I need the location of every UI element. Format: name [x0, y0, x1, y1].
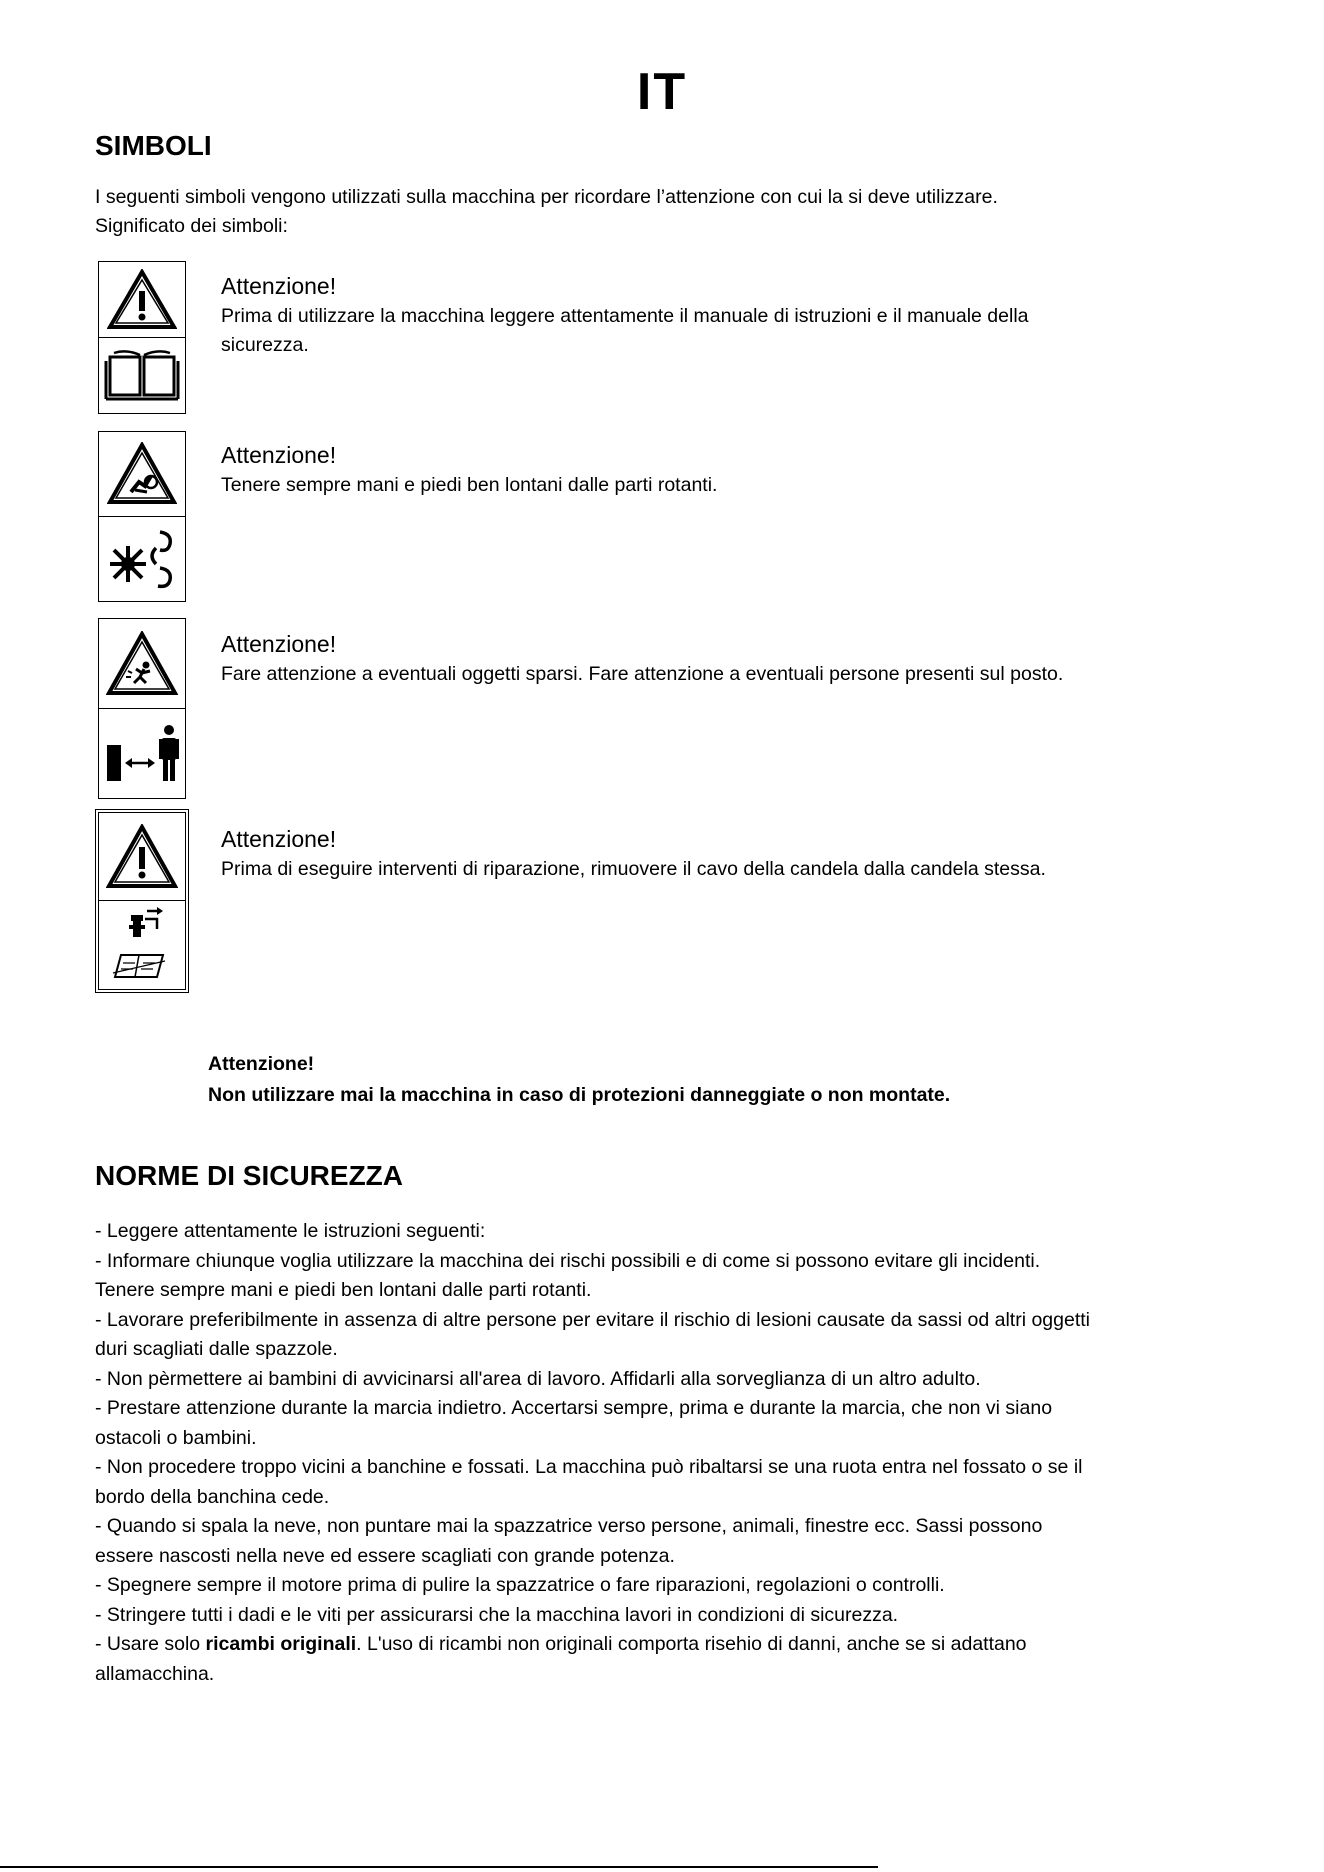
- open-book-icon: [99, 338, 185, 412]
- symbol-3-text: [221, 630, 1221, 689]
- safety-line: Tenere sempre mani e piedi ben lontani dalle parti rotanti.: [95, 1279, 592, 1301]
- spark-plug-manual-icon: [99, 901, 185, 989]
- safety-line: - Informare chiunque voglia utilizzare la macchina dei rischi possibili e di come si possono evitare gli incidenti.: [95, 1249, 1041, 1272]
- original-parts-prefix: - Usare solo: [95, 1633, 206, 1655]
- original-parts-bold: ricambi originali: [205, 1633, 357, 1655]
- footer-rule: [0, 1866, 878, 1868]
- symbol-box-2: [98, 431, 186, 602]
- safety-line: duri scagliati dalle spazzole.: [95, 1338, 338, 1360]
- safety-line: - Quando si spala la neve, non puntare mai la spazzatrice verso persone, animali, finestre ecc. Sassi possono: [95, 1515, 1043, 1537]
- safety-line: - Lavorare preferibilmente in assenza di altre persone per evitare il rischio di lesioni causate da sassi od altri oggetti: [95, 1308, 1091, 1331]
- warning-note: [208, 1049, 950, 1111]
- symbol-3-line1: Fare attenzione a eventuali oggetti sparsi. Fare attenzione a eventuali persone presenti sul posto.: [221, 662, 1064, 685]
- warning-triangle-icon: [99, 262, 185, 338]
- safety-title: NORME DI SICUREZZA: [95, 1160, 403, 1191]
- symbol-4-text: [221, 825, 1221, 884]
- keep-distance-person-icon: [99, 709, 185, 798]
- safety-line: - Stringere tutti i dadi e le viti per assicurarsi che la macchina lavori in condizioni di sicurezza.: [95, 1603, 899, 1626]
- warning-triangle-icon: [99, 813, 185, 901]
- language-code: IT: [636, 63, 688, 121]
- symbol-1-line2: sicurezza.: [221, 334, 309, 356]
- safety-line: allamacchina.: [95, 1662, 215, 1685]
- safety-line: - Non pèrmettere ai bambini di avvicinarsi all'area di lavoro. Affidarli alla sorveglianza di un altro adulto.: [95, 1367, 981, 1390]
- symbol-2-line1: Tenere sempre mani e piedi ben lontani dalle parti rotanti.: [221, 473, 718, 496]
- symbols-intro-line2: Significato dei simboli:: [95, 215, 288, 237]
- warning-note-heading: Attenzione!: [208, 1053, 315, 1075]
- safety-line: essere nascosti nella neve ed essere scagliati con grande potenza.: [95, 1544, 675, 1567]
- safety-line: ostacoli o bambini.: [95, 1426, 257, 1449]
- symbol-1-line1: Prima di utilizzare la macchina leggere attentamente il manuale di istruzioni e il manuale della: [221, 304, 1029, 327]
- symbol-3-heading: Attenzione!: [221, 631, 337, 657]
- symbols-title: SIMBOLI: [95, 130, 212, 161]
- safety-line: - Spegnere sempre il motore prima di pulire la spazzatrice o fare riparazioni, regolazioni o controlli.: [95, 1574, 945, 1596]
- symbol-1-text: [221, 272, 1221, 361]
- safety-line: bordo della banchina cede.: [95, 1485, 330, 1508]
- safety-line: - Prestare attenzione durante la marcia indietro. Accertarsi sempre, prima e durante la marcia, che non vi siano: [95, 1397, 1053, 1419]
- safety-rules: [95, 1217, 1240, 1689]
- symbols-intro-line1: I seguenti simboli vengono utilizzati sulla macchina per ricordare l’attenzione con cui la si deve utilizzare.: [95, 186, 998, 208]
- safety-line: - Non procedere troppo vicini a banchine e fossati. La macchina può ribaltarsi se una ruota entra nel fossato o se il: [95, 1456, 1083, 1478]
- symbol-box-4: [98, 812, 186, 990]
- symbol-box-3: [98, 618, 186, 799]
- safety-line-original-parts: [95, 1630, 1240, 1660]
- symbol-box-1: [98, 261, 186, 414]
- original-parts-suffix: . L'uso di ricambi non originali comporta risehio di danni, anche se si adattano: [356, 1633, 1027, 1655]
- symbol-4-heading: Attenzione!: [221, 826, 337, 852]
- symbol-2-heading: Attenzione!: [221, 442, 337, 468]
- symbol-2-text: [221, 441, 1221, 500]
- rotating-parts-hand-warning-icon: [99, 432, 185, 517]
- rotating-parts-hazard-icon: [99, 517, 185, 600]
- symbol-4-line1: Prima di eseguire interventi di riparazione, rimuovere il cavo della candela dalla candela stessa.: [221, 857, 1046, 880]
- symbol-1-heading: Attenzione!: [221, 273, 337, 299]
- safety-line: - Leggere attentamente le istruzioni seguenti:: [95, 1220, 486, 1242]
- thrown-objects-warning-icon: [99, 619, 185, 709]
- warning-note-text: Non utilizzare mai la macchina in caso di protezioni danneggiate o non montate.: [208, 1084, 951, 1106]
